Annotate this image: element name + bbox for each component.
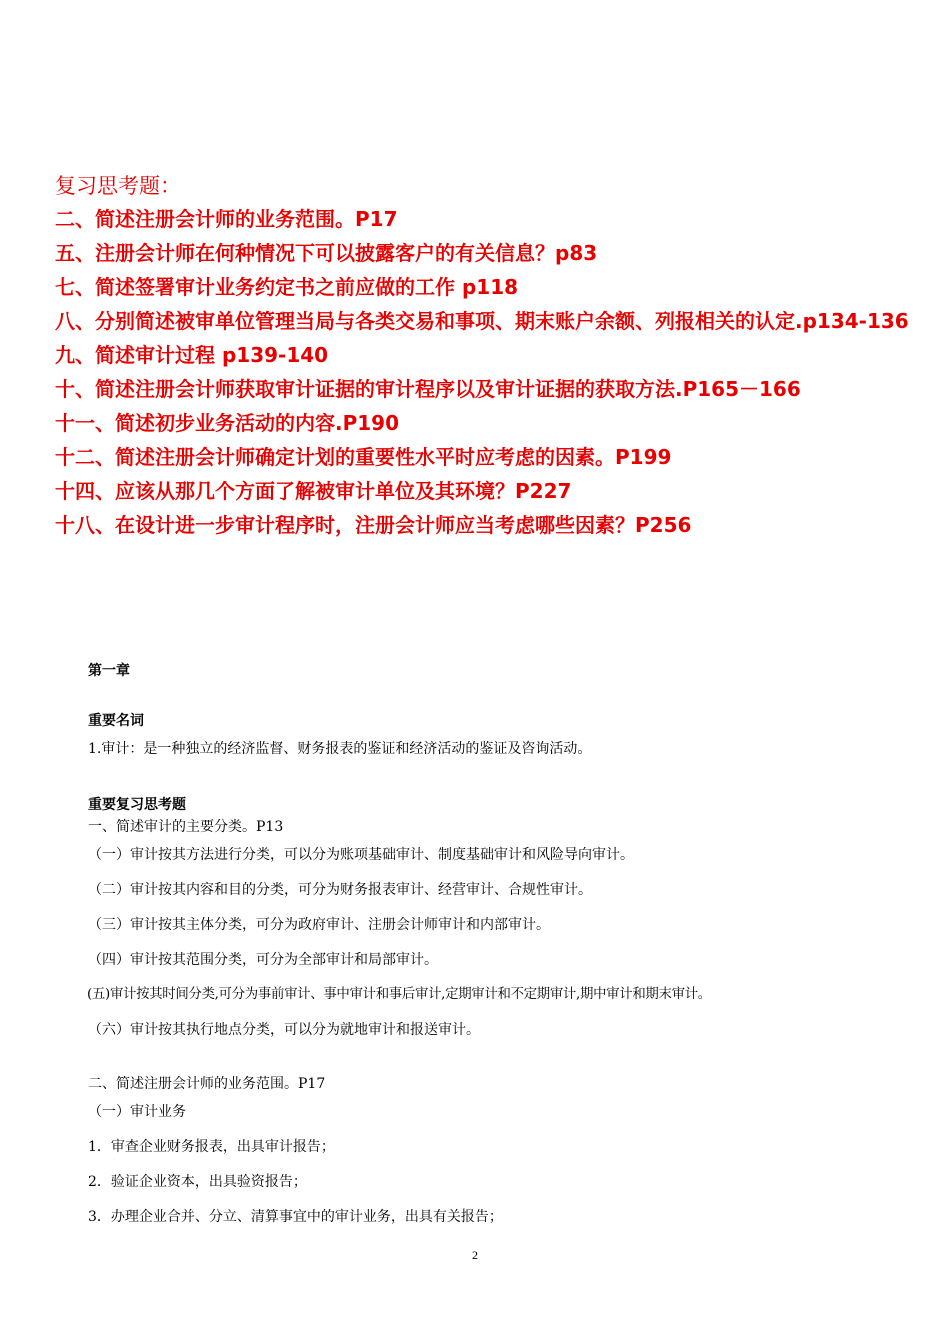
question-title: 一、简述审计的主要分类。P13 <box>88 819 284 835</box>
review-item: 二、简述注册会计师的业务范围。P17 <box>55 207 398 231</box>
classification-item: （三）审计按其主体分类，可分为政府审计、注册会计师审计和内部审计。 <box>88 917 550 933</box>
term-definition: 1.审计：是一种独立的经济监督、财务报表的鉴证和经济活动的鉴证及咨询活动。 <box>88 741 592 757</box>
review-item: 十四、应该从那几个方面了解被审计单位及其环境？P227 <box>55 479 572 503</box>
review-item: 五、注册会计师在何种情况下可以披露客户的有关信息？p83 <box>55 241 598 265</box>
chapter-section <box>88 660 918 1228</box>
review-item: 七、简述签署审计业务约定书之前应做的工作 p118 <box>55 275 519 299</box>
business-item: 1．审查企业财务报表，出具审计报告； <box>88 1139 335 1155</box>
review-item: 九、简述审计过程 p139-140 <box>55 343 329 367</box>
review-item: 八、分别简述被审单位管理当局与各类交易和事项、期末账户余额、列报相关的认定.p134-136 <box>55 309 909 333</box>
classification-item: （四）审计按其范围分类，可分为全部审计和局部审计。 <box>88 952 438 968</box>
review-questions-section <box>55 172 915 542</box>
classification-item: （二）审计按其内容和目的分类，可分为财务报表审计、经营审计、合规性审计。 <box>88 882 592 898</box>
business-item: 3．办理企业合并、分立、清算事宜中的审计业务，出具有关报告； <box>88 1209 503 1225</box>
questions-heading: 重要复习思考题 <box>88 797 186 813</box>
review-item: 十、简述注册会计师获取审计证据的审计程序以及审计证据的获取方法.P165－166 <box>55 377 801 401</box>
classification-item: （一）审计按其方法进行分类，可以分为账项基础审计、制度基础审计和风险导向审计。 <box>88 847 634 863</box>
classification-item: (五)审计按其时间分类,可分为事前审计、事中审计和事后审计,定期审计和不定期审计,期中审计和期末审计。 <box>87 987 711 1002</box>
terms-heading: 重要名词 <box>88 713 144 729</box>
review-item: 十一、简述初步业务活动的内容.P190 <box>55 411 400 435</box>
business-item: 2．验证企业资本，出具验资报告； <box>88 1174 307 1190</box>
sub-heading: （一）审计业务 <box>88 1104 186 1120</box>
chapter-title: 第一章 <box>88 663 130 679</box>
page-number: 2 <box>472 1248 478 1262</box>
classification-item: （六）审计按其执行地点分类，可以分为就地审计和报送审计。 <box>88 1022 480 1038</box>
review-item: 十八、在设计进一步审计程序时，注册会计师应当考虑哪些因素？P256 <box>55 513 692 537</box>
question-title: 二、简述注册会计师的业务范围。P17 <box>88 1076 326 1092</box>
review-heading: 复习思考题： <box>55 174 181 198</box>
review-item: 十二、简述注册会计师确定计划的重要性水平时应考虑的因素。P199 <box>55 445 672 469</box>
